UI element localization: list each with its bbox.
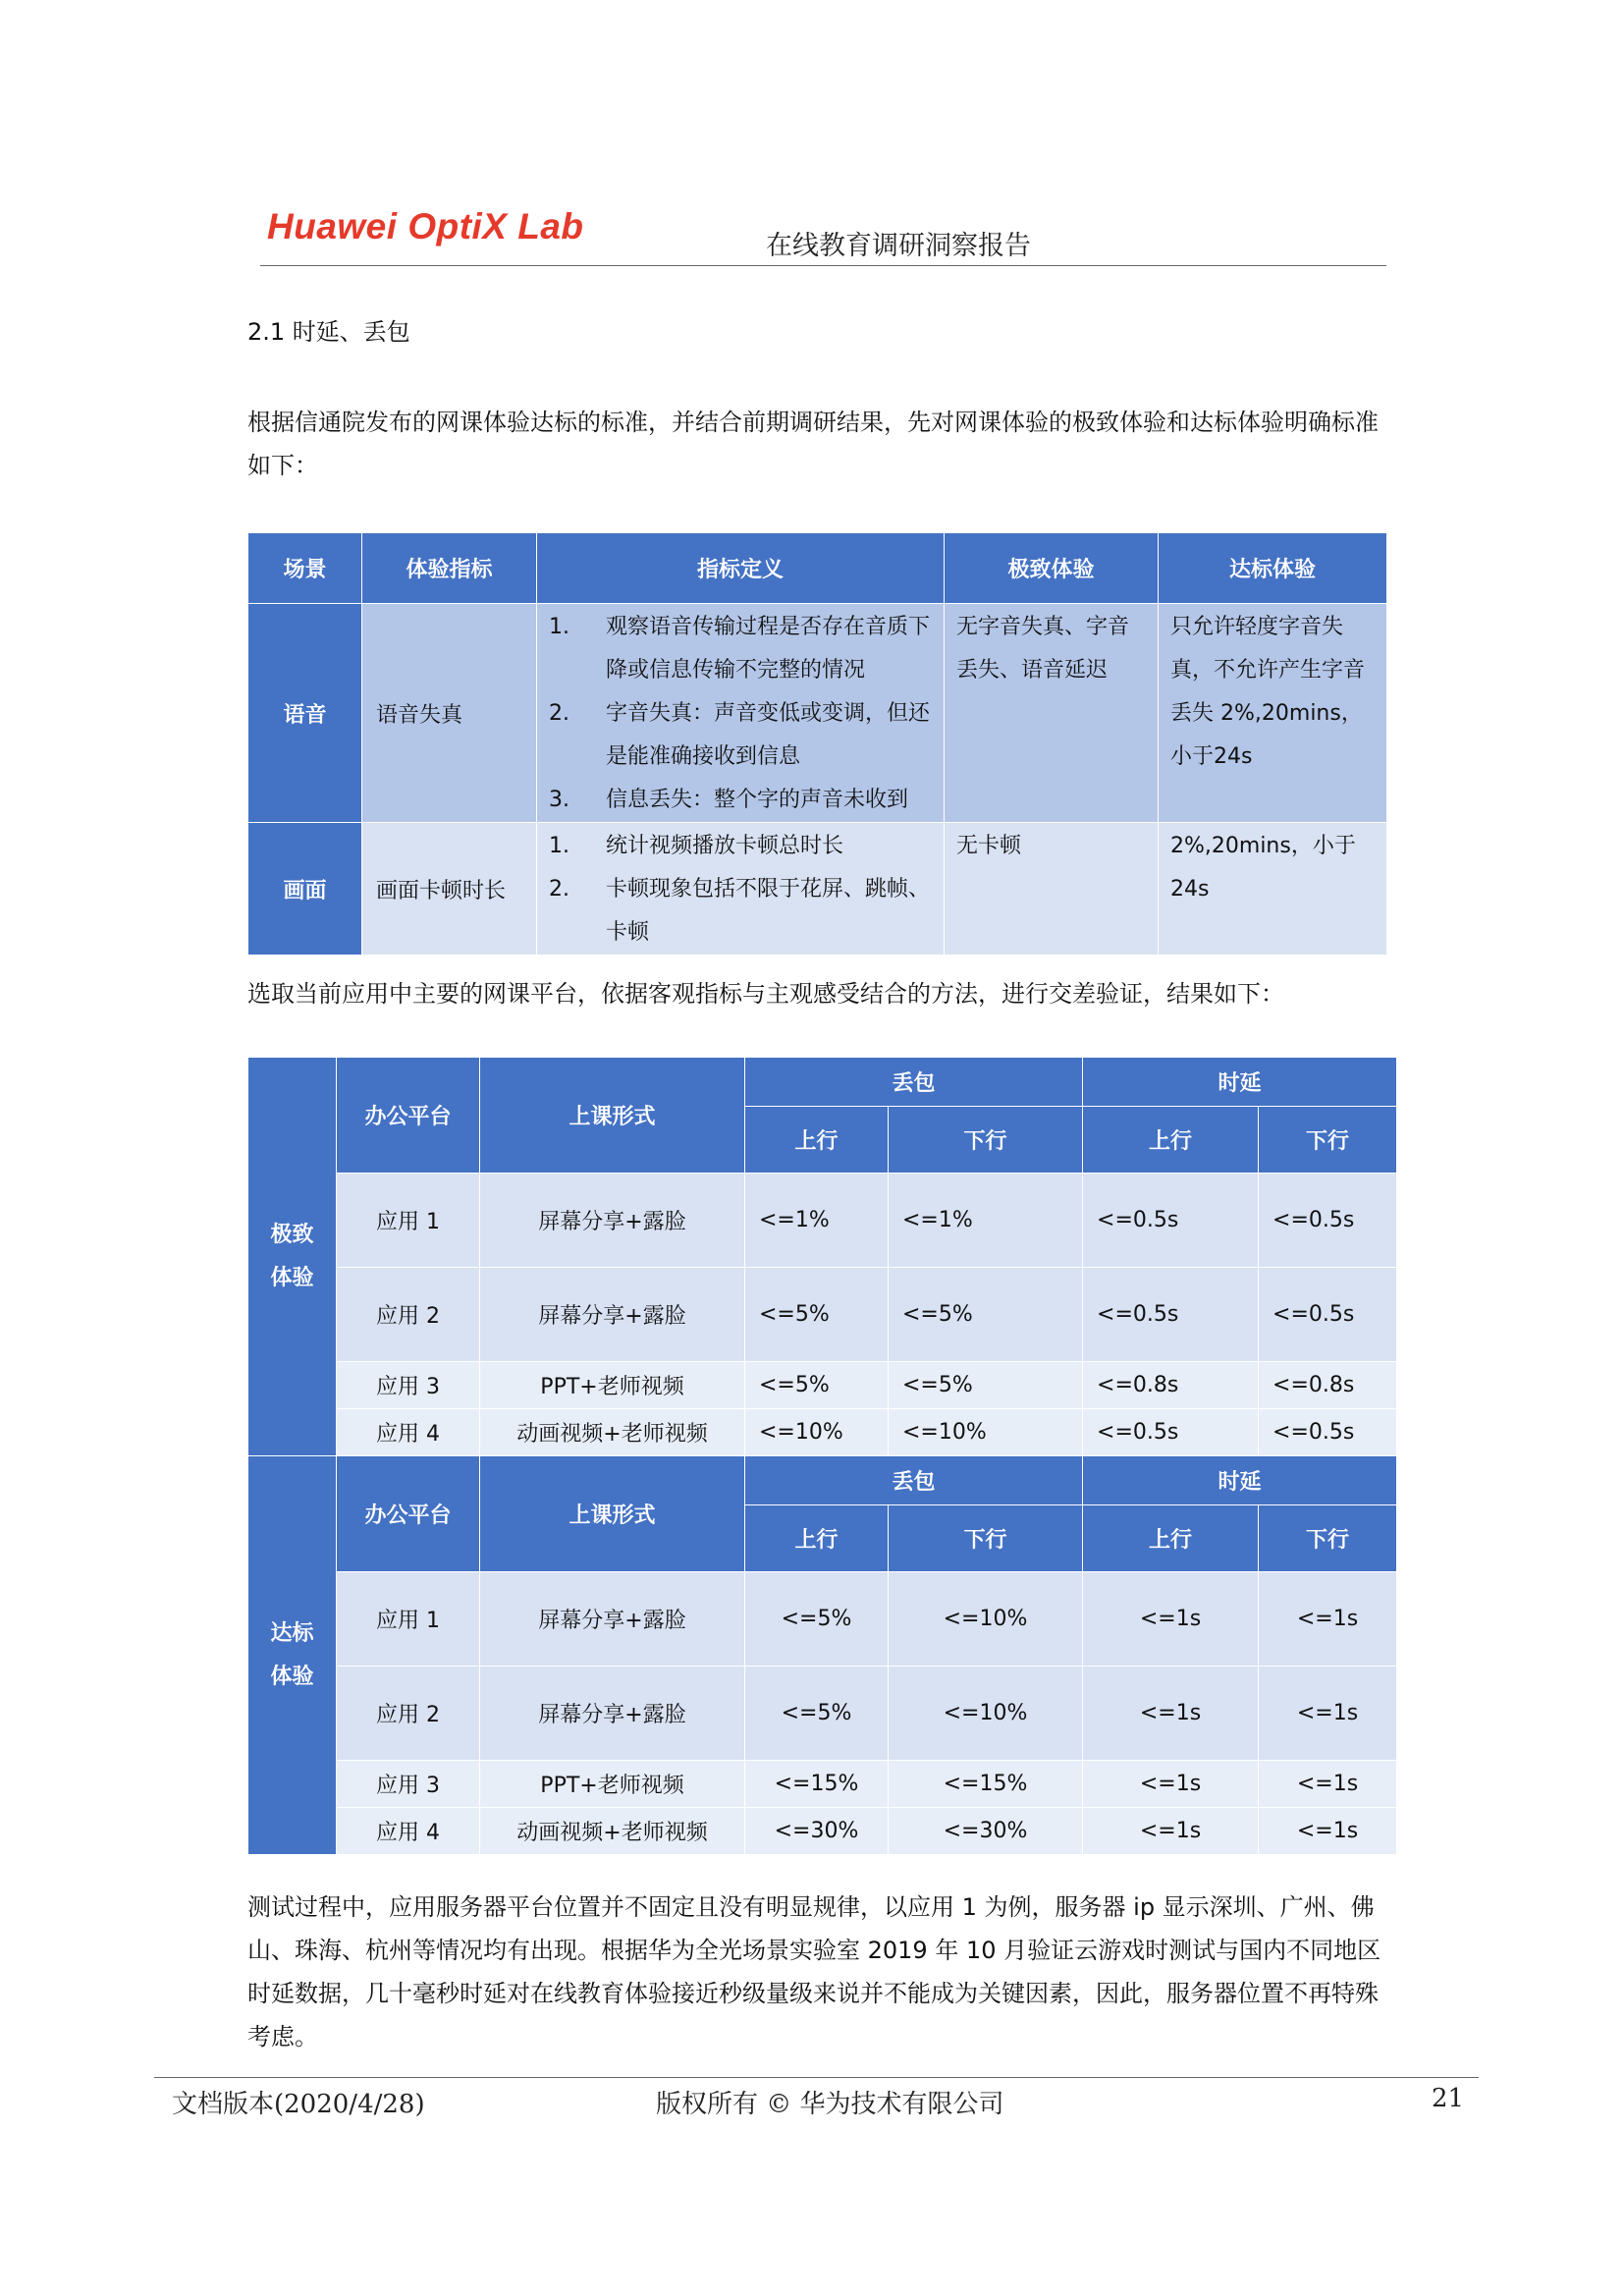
latency-up-cell: <=1s (1083, 1572, 1259, 1667)
header-platform: 办公平台 (337, 1456, 480, 1572)
header-packet-loss: 丢包 (745, 1456, 1083, 1505)
loss-up-cell: <=5% (745, 1572, 889, 1667)
latency-down-cell: <=1s (1259, 1667, 1397, 1761)
definition-cell (537, 823, 945, 956)
header-loss-down: 下行 (889, 1107, 1083, 1174)
header-latency-down: 下行 (1259, 1505, 1397, 1572)
group-label: 达标体验 (270, 1620, 314, 1689)
loss-down-cell: <=30% (889, 1808, 1083, 1855)
latency-down-cell: <=0.8s (1259, 1362, 1397, 1409)
platform-metrics-table (247, 1057, 1397, 1855)
ultimate-cell: 无卡顿 (945, 823, 1159, 956)
table-row (248, 604, 1387, 823)
table-row (248, 1409, 1397, 1456)
format-cell: PPT+老师视频 (480, 1761, 745, 1808)
loss-down-cell: <=1% (889, 1174, 1083, 1268)
latency-down-cell: <=1s (1259, 1572, 1397, 1667)
header-format: 上课形式 (480, 1058, 745, 1174)
table-header-row (248, 1456, 1397, 1505)
latency-up-cell: <=1s (1083, 1808, 1259, 1855)
format-cell: 屏幕分享+露脸 (480, 1572, 745, 1667)
list-item: 1. 统计视频播放卡顿总时长 (549, 834, 844, 858)
latency-up-cell: <=1s (1083, 1761, 1259, 1808)
header-scene: 场景 (248, 533, 362, 604)
format-cell: 屏幕分享+露脸 (480, 1667, 745, 1761)
latency-down-cell: <=1s (1259, 1808, 1397, 1855)
definition-cell (537, 604, 945, 823)
group-label: 极致体验 (270, 1222, 314, 1290)
header-packet-loss: 丢包 (745, 1058, 1083, 1107)
header-latency-up: 上行 (1083, 1505, 1259, 1572)
format-cell: PPT+老师视频 (480, 1362, 745, 1409)
scene-cell: 语音 (248, 604, 362, 823)
header-loss-up: 上行 (745, 1505, 889, 1572)
group-label-cell (248, 1456, 337, 1855)
header-format: 上课形式 (480, 1456, 745, 1572)
document-title: 在线教育调研洞察报告 (766, 231, 1031, 261)
loss-down-cell: <=5% (889, 1362, 1083, 1409)
intro-paragraph: 根据信通院发布的网课体验达标的标准，并结合前期调研结果，先对网课体验的极致体验和达标体验明确标准如下： (247, 409, 1379, 479)
format-cell: 屏幕分享+露脸 (480, 1268, 745, 1362)
latency-down-cell: <=1s (1259, 1761, 1397, 1808)
conclusion-paragraph: 测试过程中，应用服务器平台位置并不固定且没有明显规律，以应用 1 为例，服务器 ip 显示深圳、广州、佛山、珠海、杭州等情况均有出现。根据华为全光场景实验室 2019 年 10 月验证云游戏时测试与国内不同地区时延数据，几十毫秒时延对在线教育体验接近秒级量级来说并不能成为关键因素，因此，服务器位置不再特殊考虑。 (247, 1893, 1381, 2050)
app-name-cell: 应用 1 (337, 1174, 480, 1268)
table-row (248, 1268, 1397, 1362)
group-label-cell (248, 1058, 337, 1456)
ultimate-cell: 无字音失真、字音丢失、语音延迟 (945, 604, 1159, 823)
scene-cell: 画面 (248, 823, 362, 956)
standard-cell: 只允许轻度字音失真，不允许产生字音丢失 2%,20mins，小于24s (1159, 604, 1387, 823)
header-metric: 体验指标 (362, 533, 537, 604)
loss-up-cell: <=15% (745, 1761, 889, 1808)
header-latency: 时延 (1083, 1456, 1397, 1505)
format-cell: 动画视频+老师视频 (480, 1808, 745, 1855)
list-item: 2. 字音失真：声音变低或变调，但还是能准确接收到信息 (549, 701, 931, 769)
latency-down-cell: <=0.5s (1259, 1174, 1397, 1268)
loss-up-cell: <=30% (745, 1808, 889, 1855)
footer-divider (154, 2077, 1479, 2078)
app-name-cell: 应用 2 (337, 1268, 480, 1362)
document-version: 文档版本(2020/4/28) (172, 2090, 425, 2119)
list-item: 3. 信息丢失：整个字的声音未收到 (549, 788, 909, 812)
table-row (248, 1362, 1397, 1409)
table-row (248, 1808, 1397, 1855)
header-loss-up: 上行 (745, 1107, 889, 1174)
app-name-cell: 应用 4 (337, 1808, 480, 1855)
loss-up-cell: <=1% (745, 1174, 889, 1268)
header-loss-down: 下行 (889, 1505, 1083, 1572)
table-row (248, 823, 1387, 956)
loss-down-cell: <=10% (889, 1667, 1083, 1761)
header-latency-up: 上行 (1083, 1107, 1259, 1174)
header-definition: 指标定义 (537, 533, 945, 604)
loss-down-cell: <=15% (889, 1761, 1083, 1808)
app-name-cell: 应用 2 (337, 1667, 480, 1761)
experience-standard-table (247, 532, 1387, 956)
latency-down-cell: <=0.5s (1259, 1268, 1397, 1362)
page-number: 21 (1432, 2084, 1465, 2113)
copyright-notice: 版权所有 © 华为技术有限公司 (656, 2090, 1004, 2119)
loss-down-cell: <=10% (889, 1572, 1083, 1667)
list-item: 2. 卡顿现象包括不限于花屏、跳帧、卡顿 (549, 877, 931, 945)
loss-up-cell: <=5% (745, 1268, 889, 1362)
table-header-row (248, 1058, 1397, 1107)
app-name-cell: 应用 3 (337, 1761, 480, 1808)
loss-up-cell: <=5% (745, 1667, 889, 1761)
format-cell: 动画视频+老师视频 (480, 1409, 745, 1456)
table-header-row (248, 533, 1387, 604)
loss-up-cell: <=5% (745, 1362, 889, 1409)
header-standard: 达标体验 (1159, 533, 1387, 604)
section-title: 2.1 时延、丢包 (247, 318, 410, 346)
list-item: 1. 观察语音传输过程是否存在音质下降或信息传输不完整的情况 (549, 615, 931, 683)
method-paragraph: 选取当前应用中主要的网课平台，依据客观指标与主观感受结合的方法，进行交差验证，结果如下： (247, 980, 1284, 1008)
table-row (248, 1761, 1397, 1808)
latency-up-cell: <=0.8s (1083, 1362, 1259, 1409)
table-row (248, 1572, 1397, 1667)
loss-down-cell: <=5% (889, 1268, 1083, 1362)
header-ultimate: 极致体验 (945, 533, 1159, 604)
header-platform: 办公平台 (337, 1058, 480, 1174)
standard-cell: 2%,20mins，小于24s (1159, 823, 1387, 956)
table-row (248, 1667, 1397, 1761)
latency-up-cell: <=0.5s (1083, 1174, 1259, 1268)
latency-down-cell: <=0.5s (1259, 1409, 1397, 1456)
header-latency-down: 下行 (1259, 1107, 1397, 1174)
app-name-cell: 应用 3 (337, 1362, 480, 1409)
table-row (248, 1174, 1397, 1268)
format-cell: 屏幕分享+露脸 (480, 1174, 745, 1268)
metric-cell: 语音失真 (362, 604, 537, 823)
loss-up-cell: <=10% (745, 1409, 889, 1456)
app-name-cell: 应用 4 (337, 1409, 480, 1456)
header-divider (260, 265, 1386, 266)
latency-up-cell: <=0.5s (1083, 1409, 1259, 1456)
metric-cell: 画面卡顿时长 (362, 823, 537, 956)
app-name-cell: 应用 1 (337, 1572, 480, 1667)
loss-down-cell: <=10% (889, 1409, 1083, 1456)
brand-logo: Huawei OptiX Lab (267, 206, 584, 246)
latency-up-cell: <=0.5s (1083, 1268, 1259, 1362)
header-latency: 时延 (1083, 1058, 1397, 1107)
latency-up-cell: <=1s (1083, 1667, 1259, 1761)
